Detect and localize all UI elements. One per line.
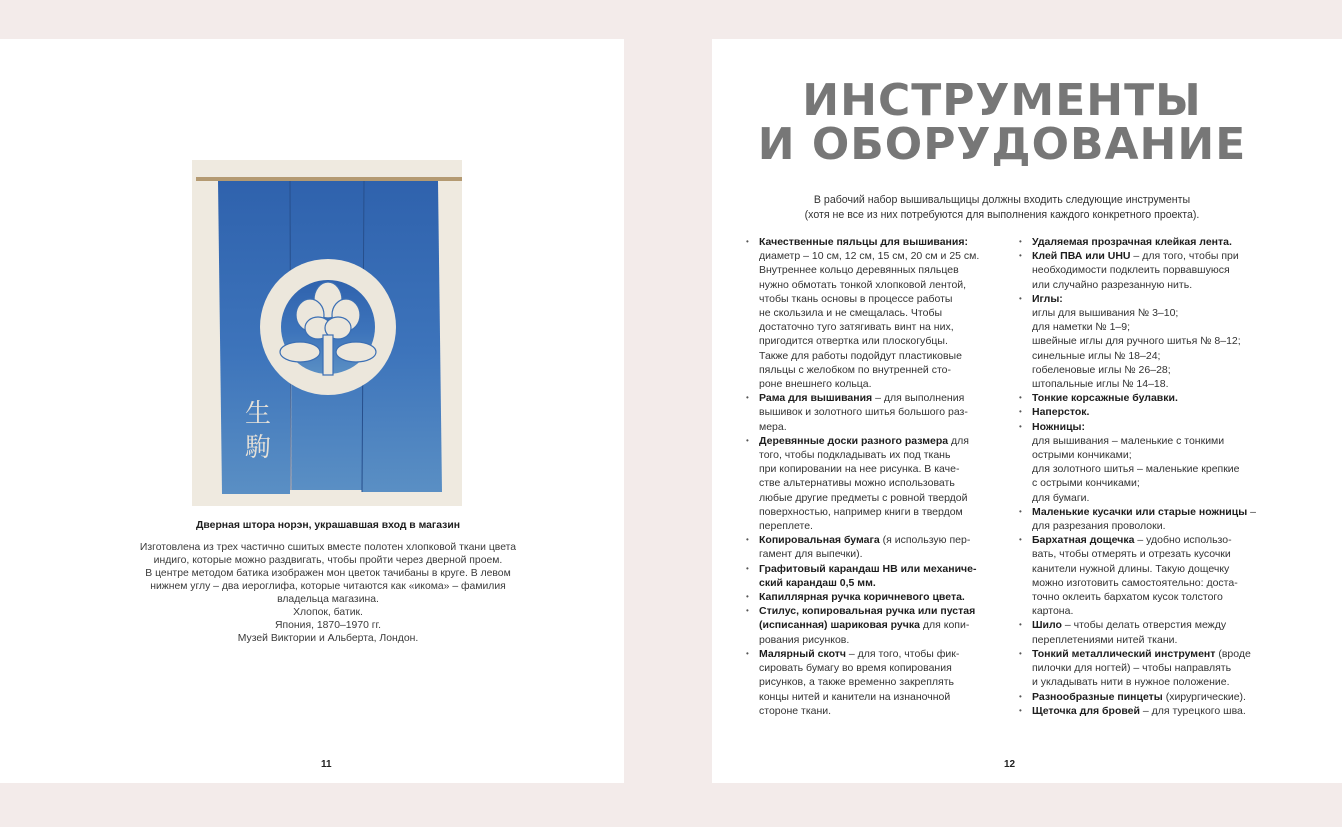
tool-description: и укладывать нити в нужное положение. (1032, 676, 1230, 689)
tool-list-item (759, 391, 1009, 434)
tool-description: Внутреннее кольцо деревянных пяльцев (759, 264, 959, 277)
tool-description: роне внешнего кольца. (759, 378, 872, 391)
tool-list-line (759, 320, 1009, 334)
tool-list-item (1032, 391, 1282, 405)
tool-list-item (1032, 420, 1282, 505)
tool-description: – (1247, 505, 1256, 518)
tool-list-line (1032, 690, 1282, 704)
tool-description: при копировании на нее рисунка. В каче- (759, 463, 960, 476)
tool-list-line (759, 519, 1009, 533)
tool-description: – удобно использо- (1134, 534, 1232, 547)
kanji-ma: 駒 (244, 433, 272, 463)
caption-line: В центре методом батика изображен мон цветок тачибаны в круге. В левом (145, 568, 511, 579)
tool-description: швейные иглы для ручного шитья № 8–12; (1032, 335, 1241, 348)
tool-description: диаметр – 10 см, 12 см, 15 см, 20 см и 25 см. (759, 250, 980, 263)
tool-list-item (759, 235, 1009, 391)
noren-curtain-photo (192, 160, 462, 506)
tool-description: для (948, 434, 969, 447)
tool-description: можно изготовить самостоятельно: доста- (1032, 576, 1238, 589)
tool-list-item (1032, 235, 1282, 249)
caption-line: нижнем углу – два иероглифа, которые читаются как «икома» – фамилия (150, 581, 506, 592)
tool-list-line (1032, 420, 1282, 434)
tool-list-line (759, 704, 1009, 718)
caption-line: Япония, 1870–1970 гг. (275, 620, 381, 631)
tool-description: переплетениями нитей ткани. (1032, 633, 1178, 646)
page-number-right: 12 (1004, 759, 1016, 770)
tool-name: Бархатная дощечка (1032, 534, 1135, 547)
tool-list-line (1032, 491, 1282, 505)
tool-description: рования рисунков. (759, 633, 850, 646)
tool-list-line (1032, 349, 1282, 363)
tool-list-line (759, 618, 1009, 632)
tool-list-line (759, 661, 1009, 675)
tool-description: или случайно разрезанную нить. (1032, 278, 1193, 291)
tool-list-item (1032, 690, 1282, 704)
tool-list-line (759, 420, 1009, 434)
tool-description: (вроде (1215, 647, 1251, 660)
tools-list-right-column (1032, 235, 1282, 718)
tool-description: вышивок и золотного шитья большого раз- (759, 406, 968, 419)
caption-line: Хлопок, батик. (293, 607, 363, 618)
tool-name: Маленькие кусачки или старые ножницы (1032, 505, 1248, 518)
tool-list-line (759, 448, 1009, 462)
tool-description: синельные иглы № 18–24; (1032, 349, 1161, 362)
tool-description: переплете. (759, 520, 813, 533)
tool-name: Удаляемая прозрачная клейкая лента. (1032, 236, 1232, 248)
tool-list-line (1032, 704, 1282, 718)
tool-description: острыми кончиками; (1032, 449, 1132, 462)
tool-name: Наперсток. (1032, 406, 1090, 419)
tool-list-item (759, 604, 1009, 647)
tool-description: гамент для выпечки). (759, 548, 863, 561)
tool-list-line (759, 675, 1009, 689)
tool-description: гобеленовые иглы № 26–28; (1032, 363, 1171, 376)
tool-description: (хирургические). (1162, 690, 1246, 703)
tool-list-line (759, 235, 1009, 249)
tool-list-line (1032, 505, 1282, 519)
tool-description: любые другие предметы с ровной твердой (759, 491, 968, 504)
tool-description: – для того, чтобы при (1130, 250, 1239, 263)
tool-list-line (759, 306, 1009, 320)
tool-description: – для выполнения (872, 392, 965, 405)
tool-list-line (759, 434, 1009, 448)
intro-paragraph (752, 193, 1252, 222)
tool-list-line (1032, 562, 1282, 576)
tool-list-item (1032, 505, 1282, 533)
tool-name: Деревянные доски разного размера (759, 434, 949, 447)
caption-line: владельца магазина. (277, 594, 379, 605)
tool-name: Качественные пяльцы для вышивания: (759, 236, 968, 248)
tool-description: пригодится отвертка или плоскогубцы. (759, 335, 948, 348)
tool-description: для вышивания – маленькие с тонкими (1032, 434, 1225, 447)
tool-description: не скользила и не смещалась. Чтобы (759, 307, 943, 320)
tool-name: Малярный скотч (759, 647, 846, 660)
tool-list-line (1032, 576, 1282, 590)
tool-list-line (1032, 675, 1282, 689)
tool-list-line (759, 491, 1009, 505)
tool-list-line (1032, 519, 1282, 533)
tool-list-item (1032, 405, 1282, 419)
tool-description: стве альтернативы можно использовать (759, 477, 955, 490)
tool-description: канители нужной длины. Такую дощечку (1032, 562, 1230, 575)
caption-title: Дверная штора норэн, украшавшая вход в магазин (196, 520, 460, 531)
tool-list-line (1032, 306, 1282, 320)
tool-list-line (1032, 377, 1282, 391)
tool-list-line (759, 263, 1009, 277)
tool-name: Иглы: (1032, 292, 1063, 305)
tool-list-line (1032, 320, 1282, 334)
tool-description: сировать бумагу во время копирования (759, 662, 952, 675)
tool-list-line (759, 604, 1009, 618)
tool-list-item (1032, 533, 1282, 618)
noren-curtain-illustration (192, 160, 462, 506)
tool-list-item (759, 647, 1009, 718)
intro-line: (хотя не все из них потребуются для выполнения каждого конкретного проекта). (804, 208, 1200, 221)
tool-list-item (759, 562, 1009, 590)
tool-list-line (1032, 476, 1282, 490)
tool-list-line (1032, 249, 1282, 263)
tool-description: – чтобы делать отверстия между (1061, 619, 1227, 632)
tool-list-line (1032, 633, 1282, 647)
tool-list-line (759, 547, 1009, 561)
tool-description: для наметки № 1–9; (1032, 321, 1131, 334)
tool-list-line (1032, 590, 1282, 604)
right-page (712, 39, 1342, 783)
tool-description: для разрезания проволоки. (1032, 520, 1166, 533)
tool-list-line (759, 576, 1009, 590)
tool-list-line (759, 363, 1009, 377)
tool-list-line (1032, 462, 1282, 476)
tool-description: для бумаги. (1032, 491, 1090, 504)
tool-list-line (1032, 604, 1282, 618)
tool-name: Капиллярная ручка коричневого цвета. (759, 591, 965, 604)
tool-description: того, чтобы подкладывать их под ткань (759, 449, 951, 462)
caption-line: Музей Виктории и Альберта, Лондон. (237, 633, 419, 644)
tool-list-item (759, 590, 1009, 604)
tool-description: для копи- (919, 619, 970, 632)
tool-list-line (1032, 434, 1282, 448)
tool-list-line (1032, 278, 1282, 292)
tool-name: Разнообразные пинцеты (1032, 690, 1163, 703)
tool-list-line (1032, 547, 1282, 561)
tool-name: Клей ПВА или UHU (1032, 250, 1131, 263)
tool-description: (я использую пер- (879, 534, 971, 547)
kanji-iko: 生 (244, 399, 272, 429)
tool-list-line (759, 533, 1009, 547)
tool-list-line (1032, 263, 1282, 277)
tool-list-item (1032, 647, 1282, 690)
tool-list-line (759, 562, 1009, 576)
tool-description: – для того, чтобы фик- (845, 647, 960, 660)
tool-list-line (1032, 533, 1282, 547)
intro-line: В рабочий набор вышивальщицы должны входить следующие инструменты (813, 194, 1191, 206)
tool-description: пяльцы с желобком по внутренней сто- (759, 363, 951, 376)
page-number-left: 11 (321, 759, 332, 770)
tool-name: Копировальная бумага (759, 534, 880, 547)
tool-name: Тонкий металлический инструмент (1032, 647, 1216, 660)
tool-list-line (1032, 661, 1282, 675)
tool-description: рисунков, а также временно закреплять (759, 676, 955, 689)
tool-description: нужно обмотать тонкой хлопковой лентой, (759, 278, 967, 291)
tool-name: Тонкие корсажные булавки. (1032, 392, 1178, 405)
tool-description: концы нитей и канители на изнаночной (759, 690, 951, 703)
tool-list-line (1032, 405, 1282, 419)
tool-list-line (759, 391, 1009, 405)
tool-list-line (1032, 334, 1282, 348)
tool-list-line (759, 690, 1009, 704)
caption-body (96, 541, 560, 645)
page-title-line-2: И ОБОРУДОВАНИЕ (757, 119, 1247, 170)
tool-description: – для турецкого шва. (1139, 704, 1246, 717)
tool-description: чтобы ткань основы в процессе работы (759, 292, 953, 305)
tool-list-item (1032, 618, 1282, 646)
tool-list-item (1032, 704, 1282, 718)
tool-description: вать, чтобы отмерять и отрезать кусочки (1032, 548, 1231, 561)
tool-description: для золотного шитья – маленькие крепкие (1032, 463, 1240, 476)
tool-description: иглы для вышивания № 3–10; (1032, 307, 1179, 320)
tool-list-line (759, 476, 1009, 490)
tools-list-left-column (759, 235, 1009, 718)
tool-list-line (759, 405, 1009, 419)
tool-name: Рама для вышивания (759, 392, 873, 405)
caption-line: Изготовлена из трех частично сшитых вместе полотен хлопковой ткани цвета (139, 542, 517, 553)
tool-list-line (759, 349, 1009, 363)
tool-name: Ножницы: (1032, 420, 1086, 433)
tool-description: с острыми кончиками; (1032, 477, 1140, 490)
tool-description: штопальные иглы № 14–18. (1032, 378, 1169, 391)
tool-list-line (759, 278, 1009, 292)
tool-list-line (1032, 391, 1282, 405)
tool-list-item (1032, 292, 1282, 391)
tool-name: (исписанная) шариковая ручка (759, 619, 920, 632)
tool-name: Графитовый карандаш НВ или механиче- (759, 562, 977, 575)
tool-list-line (759, 590, 1009, 604)
tool-list-line (1032, 363, 1282, 377)
tool-list-line (759, 633, 1009, 647)
tool-description: мера. (759, 420, 787, 433)
tool-list-line (759, 505, 1009, 519)
tool-description: Также для работы подойдут пластиковые (759, 349, 962, 362)
left-page (0, 39, 624, 783)
tool-description: стороне ткани. (759, 704, 832, 717)
tool-list-line (1032, 235, 1282, 249)
tool-list-line (1032, 647, 1282, 661)
tool-list-line (759, 647, 1009, 661)
tool-list-line (759, 377, 1009, 391)
tool-list-item (759, 434, 1009, 533)
tool-description: необходимости подклеить порвавшуюся (1032, 264, 1230, 277)
tool-list-line (1032, 292, 1282, 306)
tool-description: картона. (1032, 605, 1074, 618)
tool-name: Щеточка для бровей (1032, 704, 1140, 717)
tool-list-item (1032, 249, 1282, 292)
tool-description: точно оклеить бархатом кусок толстого (1032, 591, 1223, 604)
page-title (712, 75, 1292, 170)
photo-caption (96, 519, 560, 645)
tool-list-line (759, 462, 1009, 476)
tool-list-line (759, 292, 1009, 306)
tool-name: Шило (1032, 619, 1062, 632)
caption-line: индиго, которые можно раздвигать, чтобы пройти через дверной проем. (153, 555, 503, 566)
tool-description: поверхностью, например книги в твердом (759, 505, 963, 518)
tool-description: достаточно туго затягивать винт на них, (759, 321, 954, 334)
tool-list-line (759, 249, 1009, 263)
tool-name: Стилус, копировальная ручка или пустая (759, 605, 976, 618)
page-title-line-1: ИНСТРУМЕНТЫ (802, 75, 1202, 126)
tool-list-line (1032, 618, 1282, 632)
tool-list-line (759, 334, 1009, 348)
tool-description: пилочки для ногтей) – чтобы направлять (1032, 662, 1232, 675)
tool-list-item (759, 533, 1009, 561)
tool-list-line (1032, 448, 1282, 462)
tool-name: ский карандаш 0,5 мм. (759, 576, 876, 589)
curtain-rod (196, 177, 462, 181)
